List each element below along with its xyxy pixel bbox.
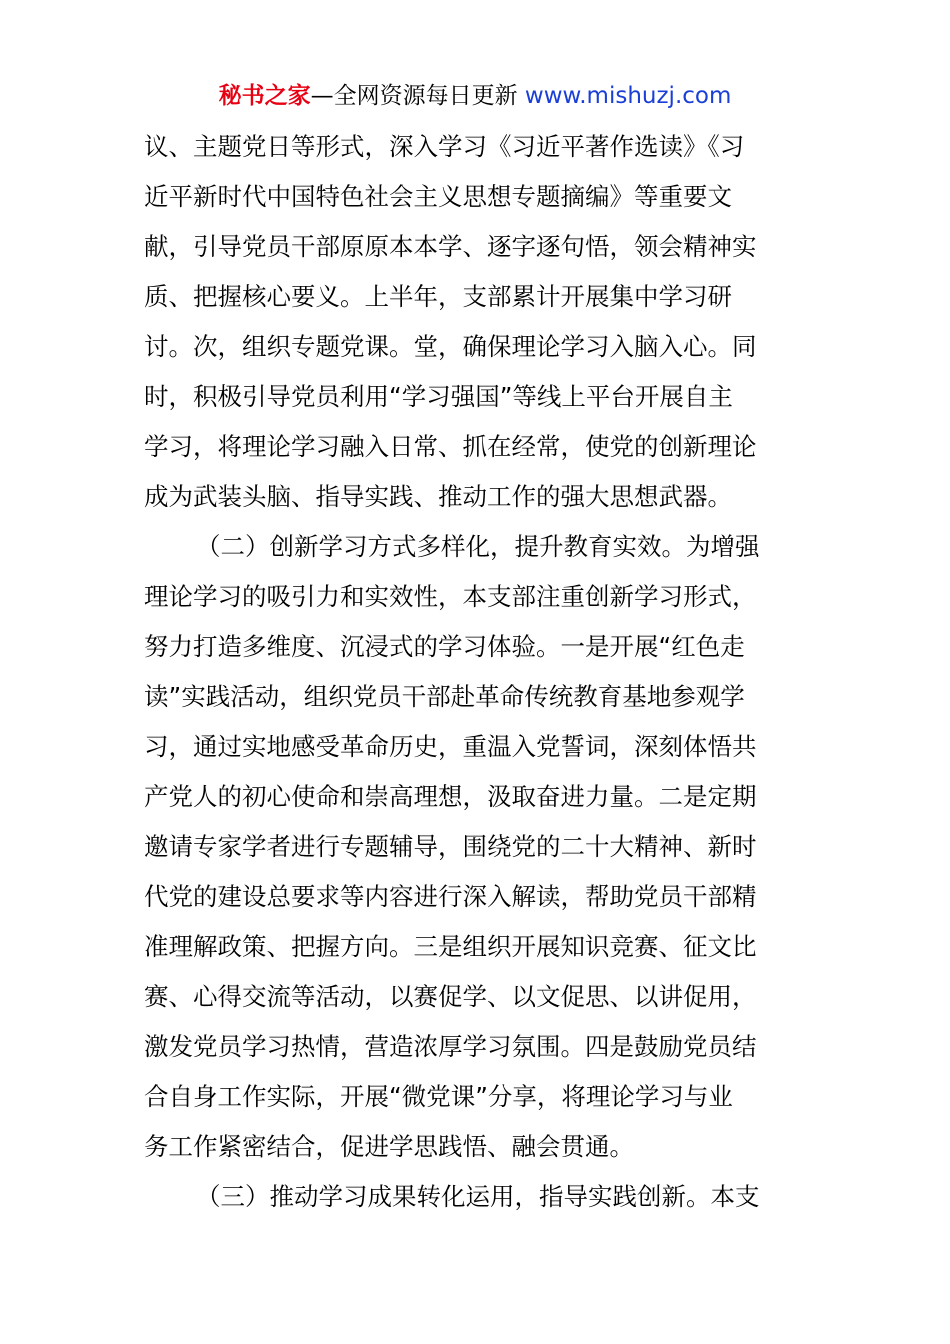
site-url-link[interactable]: www.mishuzj.com (524, 83, 732, 109)
text-line: 努力打造多维度、沉浸式的学习体验。一是开展“红色走 (144, 632, 745, 661)
text-line: 献，引导党员干部原原本本学、逐字逐句悟，领会精神实 (144, 232, 757, 261)
site-header (0, 80, 950, 112)
text-line: 产党人的初心使命和崇高理想，汲取奋进力量。二是定期 (144, 782, 757, 811)
text-line: 代党的建设总要求等内容进行深入解读，帮助党员干部精 (144, 882, 757, 911)
text-line: 议、主题党日等形式，深入学习《习近平著作选读》《习 (144, 132, 745, 161)
text-line: 合自身工作实际，开展“微党课”分享，将理论学习与业 (144, 1082, 733, 1111)
text-line: 务工作紧密结合，促进学思践悟、融会贯通。 (144, 1132, 634, 1161)
text-line: 赛、心得交流等活动，以赛促学、以文促思、以讲促用， (144, 982, 757, 1011)
paragraph-heading-line: （二）创新学习方式多样化，提升教育实效。为增强 (196, 532, 760, 561)
text-line: 成为武装头脑、指导实践、推动工作的强大思想武器。 (144, 482, 732, 511)
text-line: 读”实践活动，组织党员干部赴革命传统教育基地参观学 (144, 682, 745, 711)
text-line: 质、把握核心要义。上半年，支部累计开展集中学习研 (144, 282, 732, 311)
text-line: 近平新时代中国特色社会主义思想专题摘编》等重要文 (144, 182, 732, 211)
text-line: 邀请专家学者进行专题辅导，围绕党的二十大精神、新时 (144, 832, 757, 861)
text-line: 激发党员学习热情，营造浓厚学习氛围。四是鼓励党员结 (144, 1032, 757, 1061)
text-line: 习，通过实地感受革命历史，重温入党誓词，深刻体悟共 (144, 732, 757, 761)
paragraph-heading-line: （三）推动学习成果转化运用，指导实践创新。本支 (196, 1182, 760, 1211)
site-brand: 秘书之家 (218, 83, 311, 109)
site-tagline: —全网资源每日更新 (310, 83, 518, 109)
text-line: 理论学习的吸引力和实效性，本支部注重创新学习形式， (144, 582, 757, 611)
text-line: 时，积极引导党员利用“学习强国”等线上平台开展自主 (144, 382, 733, 411)
document-body (144, 122, 809, 1222)
text-line: 准理解政策、把握方向。三是组织开展知识竞赛、征文比 (144, 932, 757, 961)
text-line: 讨。次，组织专题党课。堂，确保理论学习入脑入心。同 (144, 332, 757, 361)
text-line: 学习，将理论学习融入日常、抓在经常，使党的创新理论 (144, 432, 757, 461)
